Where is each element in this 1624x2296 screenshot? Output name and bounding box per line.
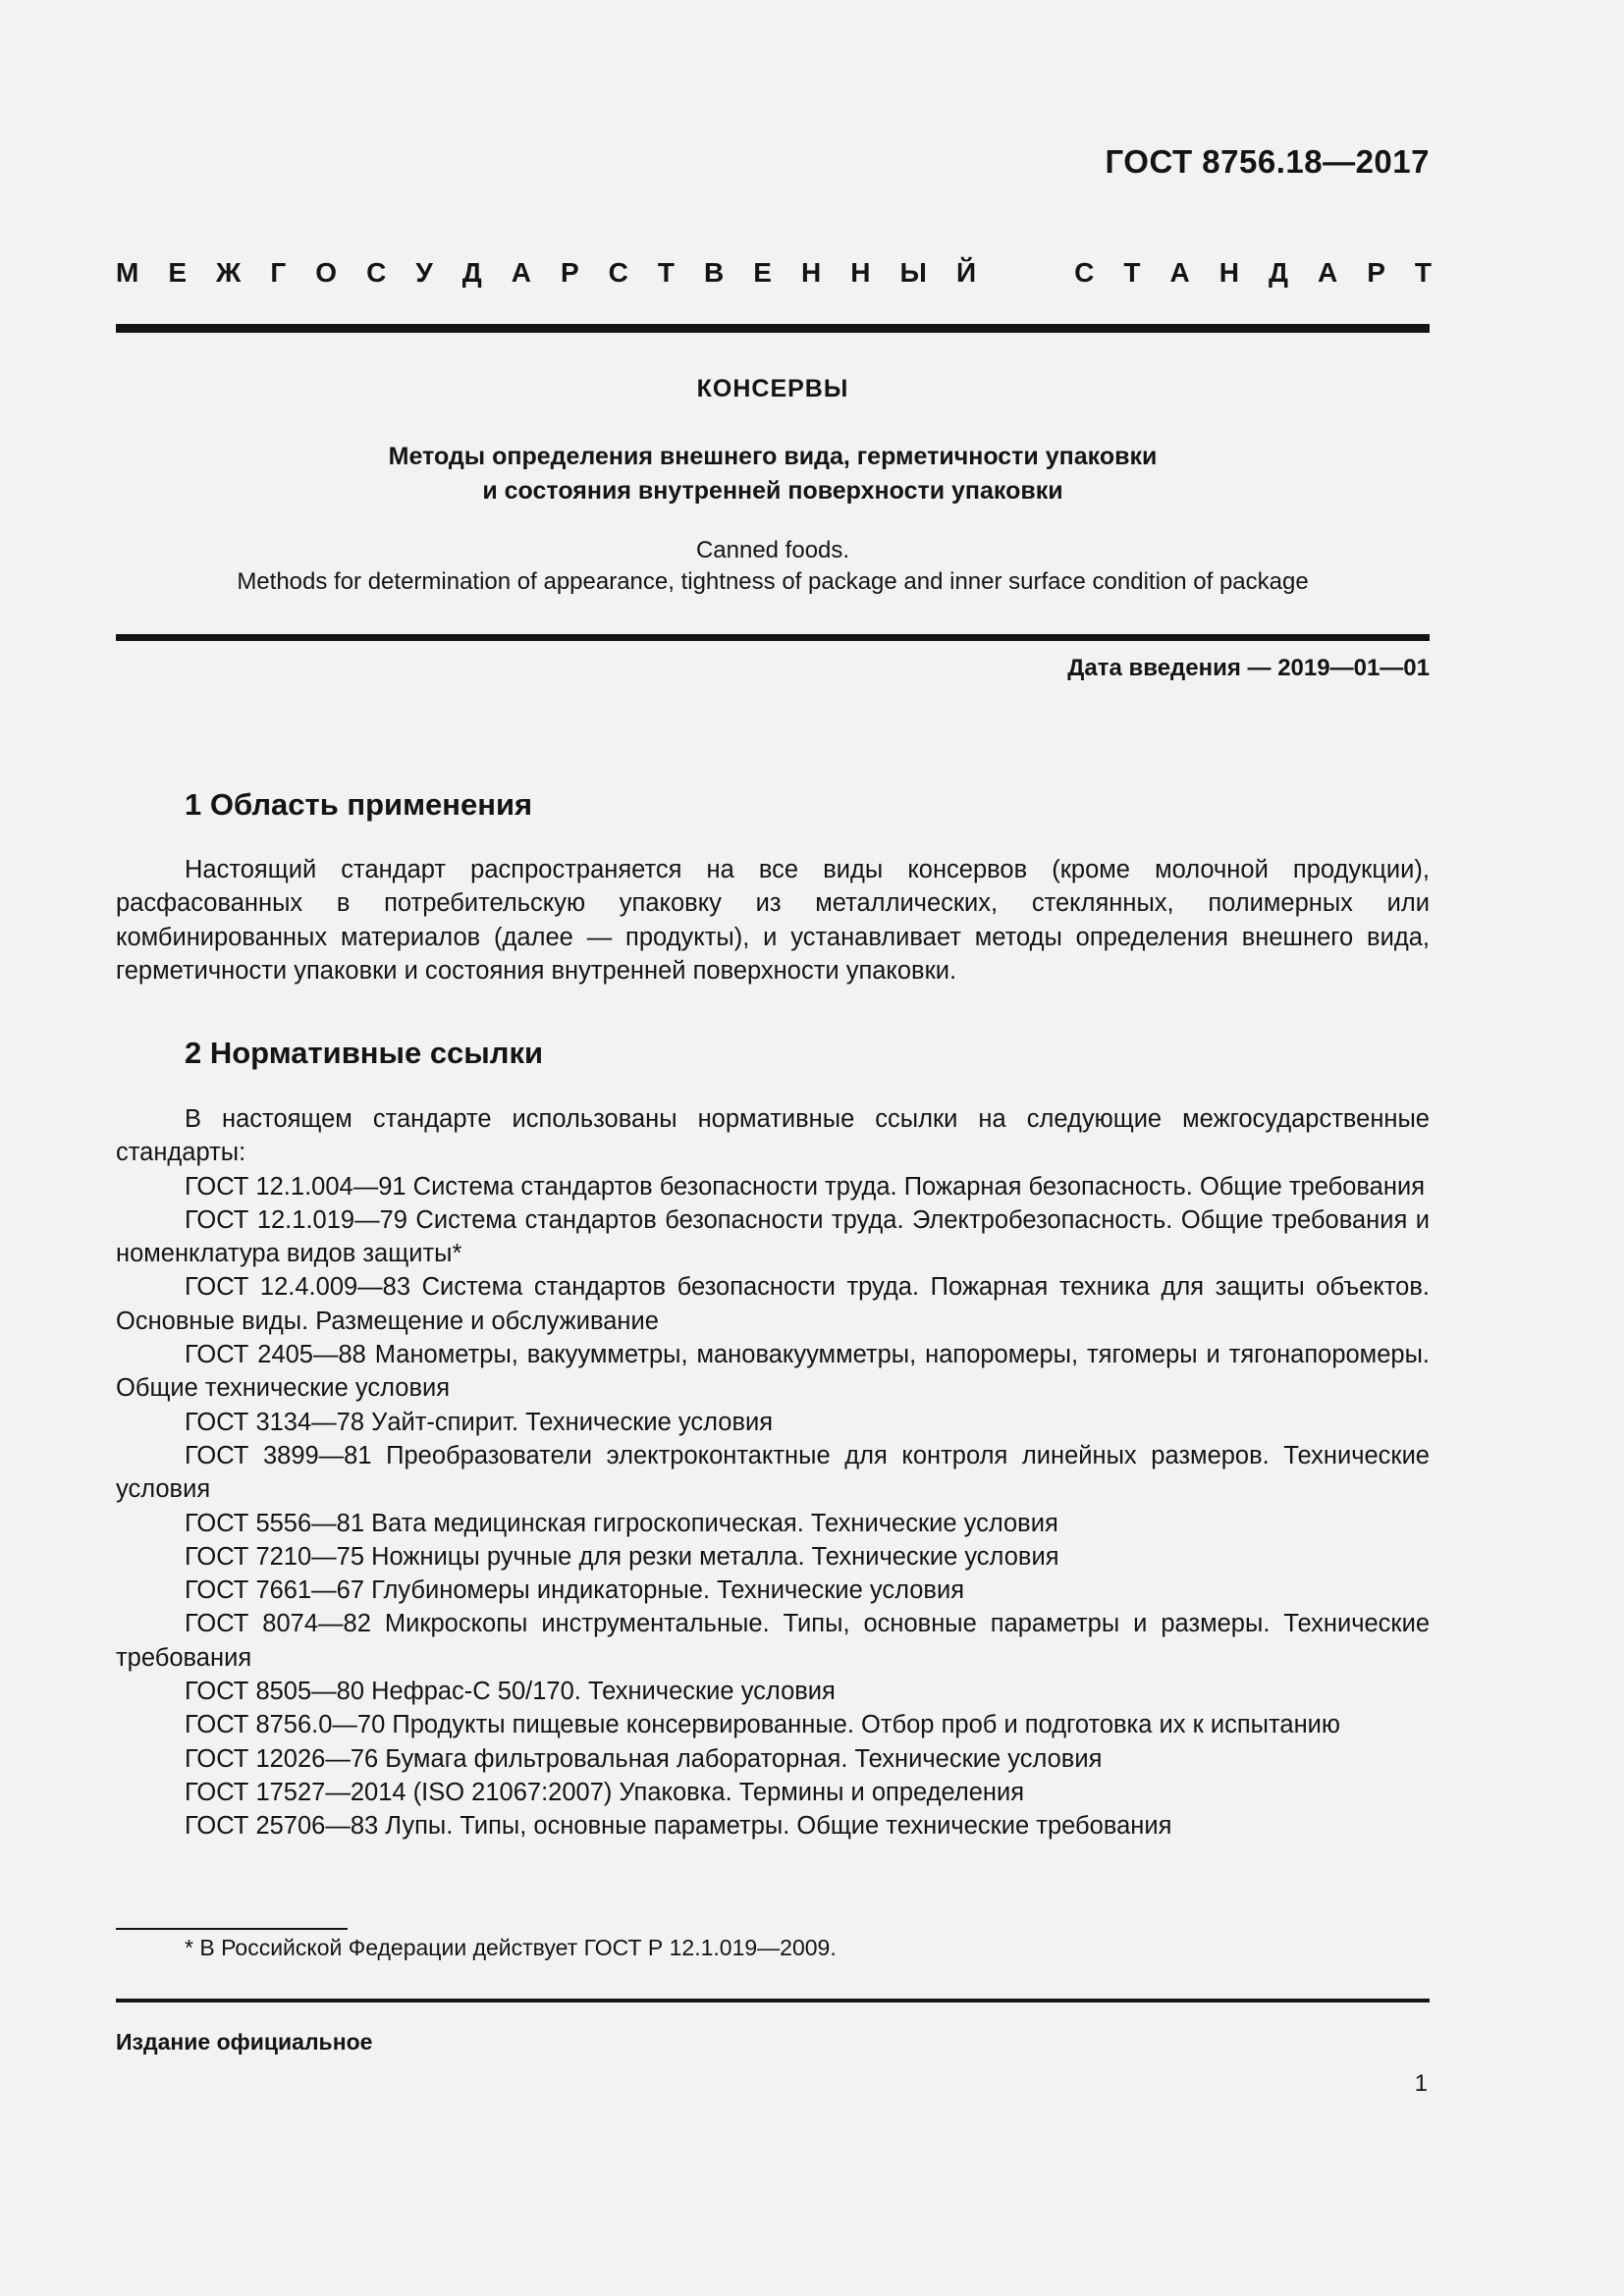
label-word-gap (1005, 257, 1045, 289)
standard-label-letter: Е (753, 257, 772, 288)
subtitle-english-line: Canned foods. (695, 537, 850, 563)
standard-label-letter: Д (1268, 257, 1288, 288)
standard-label-letter: Н (801, 257, 822, 288)
product-title: КОНСЕРВЫ (696, 375, 849, 402)
reference-item: ГОСТ 7661—67 Глубиномеры индикаторные. Технические условия (185, 1576, 965, 1605)
standard-label-letter: Е (168, 257, 188, 288)
reference-item: ГОСТ 5556—81 Вата медицинская гигроскопическая. Технические условия (185, 1509, 1058, 1537)
reference-item: ГОСТ 8074—82 Микроскопы инструментальные. Типы, основные параметры и размеры. Технические требования (116, 1610, 1430, 1672)
edition-label: Издание официальное (116, 2029, 373, 2055)
standard-label-letter: А (511, 257, 531, 288)
subtitle-english (116, 535, 1430, 598)
document-code: ГОСТ 8756.18—2017 (1105, 143, 1430, 180)
standard-label-letter: С (608, 257, 628, 288)
section-heading-scope: 1 Область применения (185, 787, 533, 822)
reference-item: ГОСТ 7210—75 Ножницы ручные для резки металла. Технические условия (185, 1542, 1059, 1571)
references-list (116, 1102, 1430, 1843)
standard-label-letter: С (366, 257, 387, 288)
reference-item: ГОСТ 12.4.009—83 Система стандартов безопасности труда. Пожарная техника для защиты объектов. Основные виды. Размещение и обслуживание (116, 1273, 1430, 1335)
standard-label-letter: О (315, 257, 338, 288)
footnote: * В Российской Федерации действует ГОСТ Р 12.1.019—2009. (185, 1935, 837, 1960)
subtitle-russian-line: и состояния внутренней поверхности упаковки (482, 477, 1063, 505)
reference-item: ГОСТ 12.1.004—91 Система стандартов безопасности труда. Пожарная безопасность. Общие требования (185, 1172, 1425, 1201)
references-intro: В настоящем стандарте использованы нормативные ссылки на следующие межгосударственные стандарты: (116, 1105, 1430, 1167)
standard-label-letter: Р (1367, 257, 1385, 288)
standard-label-letter: Ы (899, 257, 927, 288)
standard-label-letter: Д (461, 257, 482, 288)
footnote-divider (116, 1928, 348, 1930)
reference-item: ГОСТ 2405—88 Манометры, вакуумметры, мановакуумметры, напоромеры, тягомеры и тягонапоромеры. Общие технические условия (116, 1341, 1430, 1403)
reference-item: ГОСТ 12026—76 Бумага фильтровальная лабораторная. Технические условия (185, 1744, 1103, 1773)
reference-item: ГОСТ 17527—2014 (ISO 21067:2007) Упаковка. Термины и определения (185, 1778, 1025, 1806)
title-divider (116, 634, 1430, 641)
subtitle-english-line: Methods for determination of appearance, tightness of package and inner surface condition of package (237, 568, 1309, 595)
reference-item: ГОСТ 25706—83 Лупы. Типы, основные параметры. Общие технические требования (185, 1812, 1172, 1841)
standard-label-letter: Т (657, 257, 676, 288)
standard-label-letter: Г (270, 257, 287, 288)
standard-label-letter: Н (1218, 257, 1239, 288)
subtitle-russian (116, 440, 1430, 508)
standard-label-letter: В (704, 257, 725, 288)
standard-label-letter: Й (955, 257, 977, 288)
standard-label-letter: А (1317, 257, 1338, 288)
footer-divider (116, 1999, 1430, 2002)
standard-label-letter: Т (1414, 257, 1432, 288)
standard-label-letter: Т (1123, 257, 1141, 288)
introduction-date: Дата введения — 2019—01—01 (1067, 655, 1430, 681)
standard-label-letter: С (1074, 257, 1095, 288)
standard-label-letter: М (116, 257, 139, 288)
standard-label-letter: Н (850, 257, 871, 288)
standard-label-letter: Р (560, 257, 579, 288)
subtitle-russian-line: Методы определения внешнего вида, герметичности упаковки (388, 443, 1158, 470)
reference-item: ГОСТ 8505—80 Нефрас-С 50/170. Технические условия (185, 1678, 836, 1706)
standard-label-letter: А (1169, 257, 1190, 288)
page-number: 1 (1414, 2070, 1428, 2097)
reference-item: ГОСТ 8756.0—70 Продукты пищевые консервированные. Отбор проб и подготовка их к испытанию (185, 1711, 1341, 1739)
standard-type-label (116, 257, 1432, 289)
reference-item: ГОСТ 3134—78 Уайт-спирит. Технические условия (185, 1408, 774, 1436)
top-divider (116, 324, 1430, 333)
scope-text (116, 853, 1430, 988)
standard-label-letter: У (415, 257, 433, 288)
standard-label-letter: Ж (216, 257, 242, 288)
reference-item: ГОСТ 3899—81 Преобразователи электроконтактные для контроля линейных размеров. Технические условия (116, 1441, 1430, 1504)
reference-item: ГОСТ 12.1.019—79 Система стандартов безопасности труда. Электробезопасность. Общие требования и номенклатура видов защиты* (116, 1205, 1430, 1268)
scope-paragraph: Настоящий стандарт распространяется на все виды консервов (кроме молочной продукции), расфасованных в потребительскую упаковку из металлических, стеклянных, полимерных или комбинированных материалов (далее — продукты), и устанавливает методы определения внешнего вида, герметичности упаковки и состояния внутренней поверхности упаковки. (116, 856, 1430, 985)
section-heading-references: 2 Нормативные ссылки (185, 1036, 544, 1070)
